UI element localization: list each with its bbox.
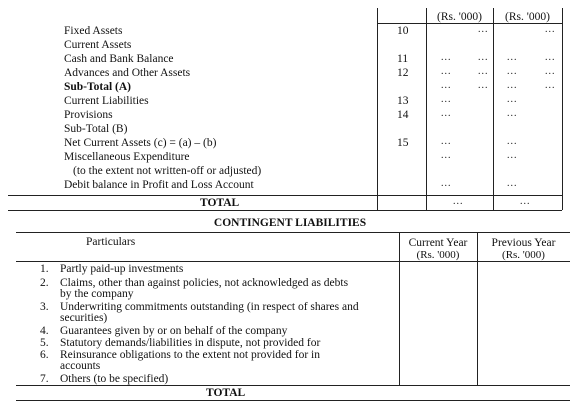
contingent-item-text: Partly paid-up investments [60, 263, 184, 275]
top-col-divider-amount1 [426, 8, 427, 210]
top-row-col2a: ... [507, 80, 518, 91]
top-col-divider-amount2 [493, 8, 494, 210]
top-row-schedule: 15 [397, 137, 409, 149]
top-row-label: Net Current Assets (c) = (a) – (b) [64, 137, 217, 149]
top-row-label: Miscellaneous Expenditure [64, 151, 190, 163]
top-row-schedule: 10 [397, 25, 409, 37]
contingent-header-current-unit: (Rs. '000) [416, 249, 460, 261]
contingent-item-text: Underwriting commitments outstanding (in respect of shares and [60, 301, 359, 313]
contingent-item-number: 6. [40, 349, 49, 361]
top-row-col2a: ... [507, 94, 518, 105]
top-row-col2a: ... [507, 150, 518, 161]
contingent-item-text-continued: accounts [60, 360, 101, 372]
contingent-item-text: Claims, other than against policies, not acknowledged as debts [60, 277, 349, 289]
top-row-schedule: 13 [397, 95, 409, 107]
top-total-col2: ... [520, 196, 531, 207]
top-col1-unit: (Rs. '000) [437, 11, 482, 23]
top-row-col2b: ... [545, 66, 556, 77]
contingent-item-text: Others (to be specified) [60, 373, 169, 385]
top-row-col1a: ... [441, 136, 452, 147]
top-row-col1a: ... [441, 80, 452, 91]
contingent-item-number: 7. [40, 373, 49, 385]
top-row-label: Advances and Other Assets [64, 67, 191, 79]
top-col-divider-schedule [377, 8, 378, 210]
top-row-label: Sub-Total (B) [64, 123, 128, 135]
top-col2-unit: (Rs. '000) [505, 11, 550, 23]
top-col-divider-end [562, 8, 563, 210]
top-total-label: TOTAL [200, 197, 240, 209]
top-row-col2a: ... [507, 136, 518, 147]
top-row-label: Sub-Total (A) [64, 81, 131, 93]
top-row-label: Current Assets [64, 39, 132, 51]
contingent-header-particulars: Particulars [86, 236, 136, 248]
contingent-header-current-year: Current Year [408, 237, 468, 249]
top-row-col1a: ... [441, 52, 452, 63]
top-row-col2b: ... [545, 24, 556, 35]
contingent-item-text: Guarantees given by or on behalf of the company [60, 325, 288, 337]
top-row-col1a: ... [441, 66, 452, 77]
top-row-col1b: ... [478, 52, 489, 63]
top-row-col1b: ... [478, 80, 489, 91]
top-row-col1a: ... [441, 150, 452, 161]
top-row-col1a: ... [441, 94, 452, 105]
contingent-title: CONTINGENT LIABILITIES [213, 217, 367, 229]
top-row-col2a: ... [507, 108, 518, 119]
top-row-col1a: ... [441, 108, 452, 119]
top-row-label: (to the extent not written-off or adjusted) [73, 165, 262, 177]
top-row-col2a: ... [507, 178, 518, 189]
top-row-label: Cash and Bank Balance [64, 53, 174, 65]
contingent-item-number: 5. [40, 337, 49, 349]
contingent-bottom-rule [16, 400, 570, 401]
top-row-label: Provisions [64, 109, 113, 121]
top-bottom-rule [8, 210, 562, 211]
contingent-item-text-continued: securities) [60, 312, 108, 324]
top-row-schedule: 12 [397, 67, 409, 79]
top-row-schedule: 11 [397, 53, 409, 65]
contingent-item-number: 3. [40, 301, 49, 313]
top-row-col1b: ... [478, 66, 489, 77]
contingent-header-previous-unit: (Rs. '000) [502, 249, 545, 261]
top-row-col2a: ... [507, 52, 518, 63]
top-row-col2b: ... [545, 80, 556, 91]
contingent-item-text-continued: by the company [60, 288, 134, 300]
contingent-header-previous-year: Previous Year [491, 237, 556, 249]
contingent-item-number: 2. [40, 277, 49, 289]
top-row-label: Debit balance in Profit and Loss Account [64, 179, 254, 191]
top-row-label: Fixed Assets [64, 25, 123, 37]
contingent-item-text: Reinsurance obligations to the extent not provided for in [60, 349, 320, 361]
top-row-col1b: ... [478, 24, 489, 35]
top-row-schedule: 14 [397, 109, 409, 121]
top-row-col2a: ... [507, 66, 518, 77]
top-row-col2b: ... [545, 52, 556, 63]
top-row-label: Current Liabilities [64, 95, 149, 107]
contingent-item-text: Statutory demands/liabilities in dispute, not provided for [60, 337, 321, 349]
contingent-item-number: 1. [40, 263, 49, 275]
top-total-rule [8, 195, 562, 196]
top-row-col1a: ... [441, 178, 452, 189]
contingent-top-rule [16, 232, 570, 233]
top-total-col1: ... [453, 196, 464, 207]
contingent-total-label: TOTAL [206, 387, 246, 399]
contingent-item-number: 4. [40, 325, 49, 337]
